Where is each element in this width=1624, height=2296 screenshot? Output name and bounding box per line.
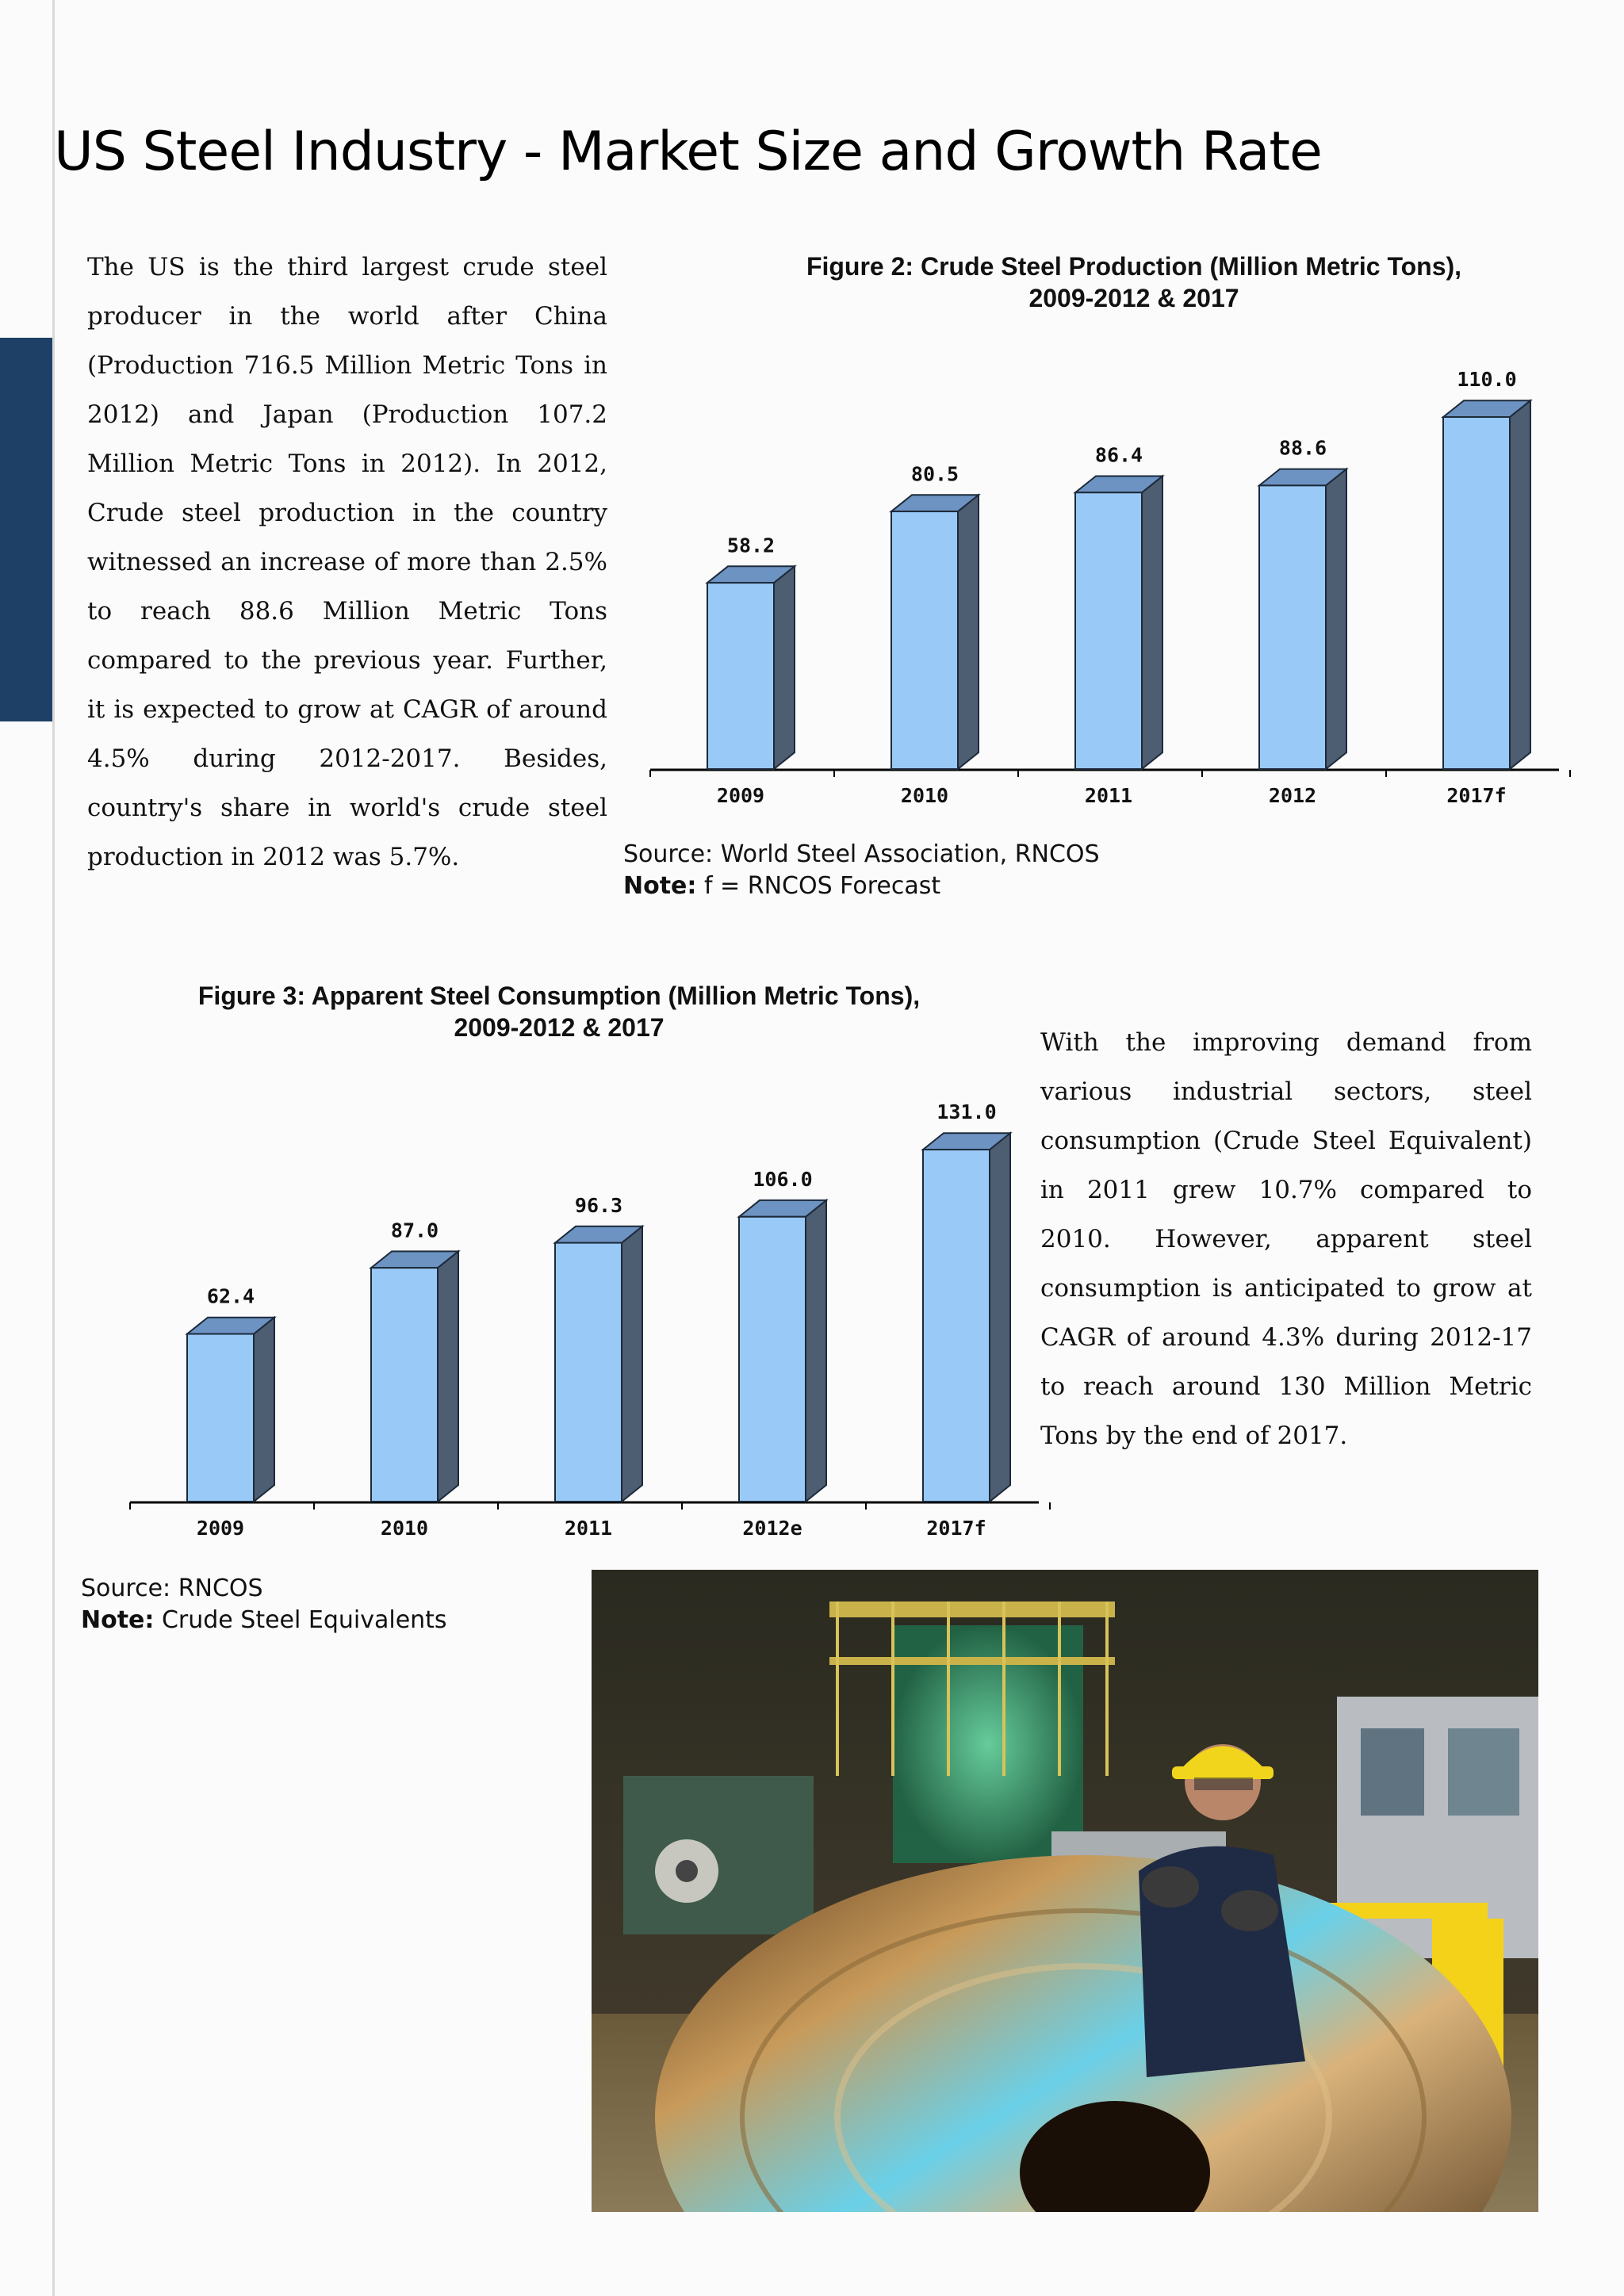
intro-paragraph: The US is the third largest crude steel producer in the world after China (Production 716.5 Million Metric Tons in 2012) and Japan (Production 107.2 Million Metric Tons in 2012). In 2012, Crude steel production in the country witnessed an increase of more than 2.5% to reach 88.6 Million Metric Tons compared to the previous year. Further, it is expected to grow at CAGR of around 4.5% during 2012-2017. Besides, country's share in world's crude steel production in 2012 was 5.7%. [87, 253, 607, 871]
production-data-label: 86.4 [1094, 443, 1143, 467]
production-bar [891, 511, 958, 769]
production-bar [1259, 485, 1326, 769]
left-margin-rule [52, 0, 55, 2296]
consumption-x-tick-label: 2011 [564, 1517, 613, 1540]
figure2-note-text: f = RNCOS Forecast [703, 872, 941, 900]
figure3-source-label: Source: [81, 1575, 171, 1602]
production-data-label: 80.5 [910, 462, 959, 486]
production-bar-side [1142, 476, 1162, 769]
production-bar [1443, 417, 1510, 769]
figure3-title [79, 980, 1039, 1043]
figure3-source [81, 1573, 447, 1636]
consumption-bar [739, 1217, 806, 1502]
production-data-label: 88.6 [1278, 436, 1327, 460]
consumption-bar-side [806, 1200, 826, 1502]
figure2-source [623, 839, 1100, 902]
production-x-tick-label: 2009 [716, 784, 765, 807]
steel-coil-worker-photo [592, 1570, 1538, 2212]
figure3-note-text: Crude Steel Equivalents [161, 1606, 447, 1634]
production-x-tick-label: 2010 [900, 784, 949, 807]
consumption-paragraph: With the improving demand from various industrial sectors, steel consumption (Crude Steel Equivalent) in 2011 grew 10.7% compared to 2010. However, apparent steel consumption is anticipated to grow at CAGR of around 4.3% during 2012-17 to reach around 130 Million Metric Tons by the end of 2017. [1040, 1028, 1532, 1450]
consumption-bar-side [990, 1133, 1010, 1502]
figure2-title-line2: 2009-2012 & 2017 [1028, 284, 1239, 312]
apparent-steel-consumption-chart [119, 1078, 1055, 1554]
steel-mill-illustration [592, 1570, 1538, 2212]
production-x-tick-label: 2011 [1084, 784, 1133, 807]
production-data-label: 110.0 [1457, 368, 1517, 392]
figure2-note-label: Note: [623, 872, 697, 900]
production-bar [707, 583, 774, 769]
production-x-tick-label: 2017f [1446, 784, 1507, 807]
consumption-x-tick-label: 2010 [380, 1517, 429, 1540]
figure3-title-line1: Figure 3: Apparent Steel Consumption (Million Metric Tons), [197, 982, 921, 1010]
production-data-label: 58.2 [726, 534, 776, 557]
production-bar-side [774, 566, 795, 769]
consumption-bar [187, 1334, 254, 1502]
consumption-data-label: 87.0 [390, 1219, 439, 1242]
consumption-data-label: 106.0 [753, 1167, 813, 1191]
consumption-x-tick-label: 2009 [196, 1517, 245, 1540]
consumption-x-tick-label: 2017f [926, 1517, 986, 1540]
consumption-data-label: 131.0 [936, 1100, 997, 1124]
production-bar-side [958, 495, 979, 769]
consumption-bar-side [622, 1226, 642, 1502]
side-accent-bar [0, 338, 52, 721]
figure3-title-line2: 2009-2012 & 2017 [454, 1013, 665, 1042]
consumption-bar-side [438, 1251, 458, 1502]
consumption-data-label: 96.3 [574, 1193, 623, 1217]
consumption-data-label: 62.4 [206, 1284, 255, 1308]
consumption-bar [371, 1268, 438, 1502]
consumption-bar [923, 1150, 990, 1502]
production-bar-side [1510, 400, 1530, 769]
production-bar-side [1326, 469, 1346, 769]
figure2-title [714, 251, 1554, 314]
figure3-note-label: Note: [81, 1606, 155, 1634]
consumption-x-tick-label: 2012e [742, 1517, 802, 1540]
page-title: US Steel Industry - Market Size and Growth Rate [54, 121, 1322, 183]
figure2-source-text: World Steel Association, RNCOS [720, 840, 1100, 868]
crude-steel-production-chart [639, 346, 1575, 821]
production-bar [1075, 492, 1142, 769]
production-x-tick-label: 2012 [1268, 784, 1317, 807]
figure2-source-label: Source: [623, 840, 714, 868]
figure2-title-line1: Figure 2: Crude Steel Production (Million Metric Tons), [806, 252, 1462, 281]
consumption-bar [555, 1243, 622, 1502]
consumption-bar-side [254, 1318, 274, 1502]
figure3-source-text: RNCOS [178, 1575, 263, 1602]
